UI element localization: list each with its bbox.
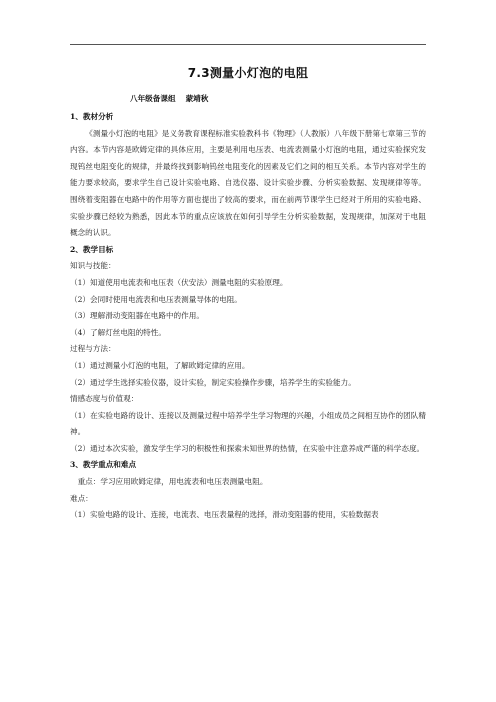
emotion-item-1: （1）在实验电路的设计、连接以及测量过程中培养学生学习物理的兴趣，小组成员之间相互协作的团队精神。: [70, 410, 426, 437]
section-1-text-b: 本节内容对学生的能力要求较高，要求学生自己设计实验电路、自选仪器、设计实验步骤、分析实验数据、发现规律等等。围绕着变阻器在电路中的作用等方面也提出了较高的要求，而在前两节课学生已经对于所用的实验电路、实验步骤已经较为熟悉，因此本节的重点应该放在如何引导学生分析实验数据，发现规律，加深对于电阻概念的认识。: [70, 161, 427, 238]
knowledge-item-3: （3）理解滑动变阻器在电路中的作用。: [70, 311, 204, 321]
emotion-label: 情感态度与价值观：: [70, 394, 139, 404]
knowledge-item-2: （2）会同时使用电流表和电压表测量导体的电阻。: [70, 294, 242, 304]
author-group: 八年级备课组: [130, 94, 176, 103]
knowledge-item-1: （1）知道使用电流表和电压表（伏安法）测量电阻的实验原理。: [70, 277, 288, 287]
emotion-item-2: （2）通过本次实验，激发学生学习的积极性和探索未知世界的热情，在实验中注意养成严谨的科学态度。: [70, 443, 425, 453]
key-point: 重点：学习应用欧姆定律，用电流表和电压表测量电阻。: [77, 477, 268, 487]
section-1-text-a: 《测量小灯泡的电阻》是义务教育课程标准实验教科书《物理》（人教版）八年级下册第七章第三节的内容。本节内容是欧姆定律的具体应用，主要是利用电压表、电流表测量小灯泡的电阻，通过实验探究发现钨丝电阻变化的规律，并最终找到影响钨丝电阻变化的因素及它们之间的相互关系。: [70, 128, 426, 171]
difficulty-label: 难点：: [70, 493, 93, 503]
header-rule: [70, 44, 426, 45]
section-heading-2: 2、教学目标: [70, 244, 114, 254]
process-item-2: （2）通过学生选择实验仪器，设计实验，制定实验操作步骤，培养学生的实验能力。: [70, 377, 356, 387]
process-label: 过程与方法：: [70, 344, 116, 354]
knowledge-label: 知识与技能：: [70, 261, 116, 271]
document-body: [70, 109, 426, 524]
page-title: 7.3测量小灯泡的电阻: [187, 66, 309, 80]
process-item-1: （1）通过测量小灯泡的电阻，了解欧姆定律的应用。: [70, 360, 250, 370]
section-heading-1: 1、教材分析: [70, 112, 114, 121]
author-name: 蒙靖秋: [185, 94, 209, 103]
section-1-paragraph: [70, 126, 426, 242]
knowledge-item-4: （4）了解灯丝电阻的特性。: [70, 327, 166, 337]
section-heading-3: 3、教学重点和难点: [70, 460, 137, 470]
difficulty-item-1: （1）实验电路的设计、连接，电流表、电压表量程的选择，滑动变阻器的使用，实验数据表: [70, 510, 379, 520]
author-line: [130, 93, 208, 104]
